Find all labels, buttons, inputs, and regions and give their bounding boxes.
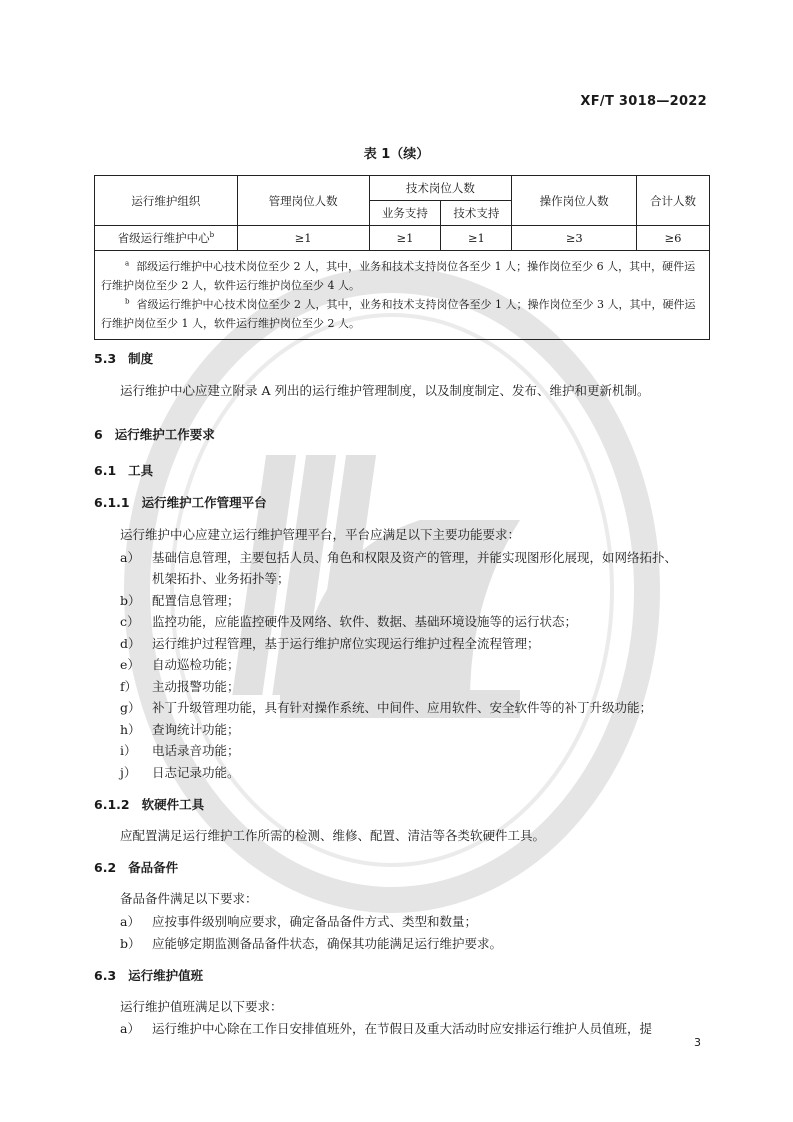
list-item: i） 电话录音功能； [120, 743, 240, 758]
table-note: $^b$ 省级运行维护中心技术岗位至少 2 人，其中，业务和技术支持岗位各至少 1 人；操作岗位至少 3 人，其中，硬件运行维护岗位至少 1 人，软件运行维护岗位至少 2 人。 [101, 297, 696, 330]
list-item: c） 监控功能，应能监控硬件及网络、软件、数据、基础环境设施等的运行状态； [120, 614, 578, 629]
page-number: 3 [694, 1036, 701, 1049]
section-heading: 5.3 制度 [94, 351, 154, 366]
list-item: d） 运行维护过程管理，基于运行维护席位实现运行维护过程全流程管理； [120, 636, 540, 651]
list-item: a） 应按事件级别响应要求，确定备品备件方式、类型和数量； [120, 914, 478, 929]
header-tech-support: 技术支持 [441, 201, 512, 226]
list-item: b） 配置信息管理； [120, 593, 240, 608]
section-heading: 6.1.2 软硬件工具 [94, 797, 205, 812]
paragraph: 备品备件满足以下要求： [120, 891, 258, 906]
list-item: h） 查询统计功能； [120, 722, 240, 737]
cell-org: 省级运行维护中心$^b$ [95, 226, 238, 251]
section-heading: 6.1 工具 [94, 463, 154, 478]
list-item: e） 自动巡检功能； [120, 657, 240, 672]
list-item: a） 基础信息管理，主要包括人员、角色和权限及资产的管理，并能实现图形化展现，如网络拓扑、 [120, 550, 678, 565]
cell-tech-support: ≥1 [441, 226, 512, 251]
cell-ops: ≥3 [512, 226, 637, 251]
list-item: a） 运行维护中心除在工作日安排值班外，在节假日及重大活动时应安排运行维护人员值班，提 [120, 1021, 653, 1036]
list-item: b） 应能够定期监测备品备件状态，确保其功能满足运行维护要求。 [120, 936, 503, 951]
table-note: $^a$ 部级运行维护中心技术岗位至少 2 人，其中，业务和技术支持岗位各至少 1 人；操作岗位至少 6 人，其中，硬件运行维护岗位至少 2 人，软件运行维护岗位至少 4 人。 [101, 259, 696, 292]
paragraph: 应配置满足运行维护工作所需的检测、维修、配置、清洁等各类软硬件工具。 [120, 828, 546, 843]
table-caption: 表 1（续） [363, 147, 430, 162]
header-total: 合计人数 [637, 176, 710, 226]
header-mgmt: 管理岗位人数 [237, 176, 369, 226]
cell-mgmt: ≥1 [237, 226, 369, 251]
cell-total: ≥6 [637, 226, 710, 251]
paragraph: 运行维护中心应建立附录 A 列出的运行维护管理制度，以及制度制定、发布、维护和更新机制。 [120, 383, 650, 398]
staffing-table [94, 175, 710, 340]
header-biz-support: 业务支持 [369, 201, 441, 226]
list-item: j） 日志记录功能。 [120, 765, 240, 780]
cell-biz-support: ≥1 [369, 226, 441, 251]
table-notes [95, 251, 710, 340]
header-ops: 操作岗位人数 [512, 176, 637, 226]
section-heading: 6.2 备品备件 [94, 860, 179, 875]
section-heading: 6.1.1 运行维护工作管理平台 [94, 495, 267, 510]
table-row [95, 226, 710, 251]
section-heading: 6.3 运行维护值班 [94, 968, 204, 983]
document-code: XF/T 3018—2022 [580, 94, 707, 109]
header-tech: 技术岗位人数 [369, 176, 512, 201]
list-item: g） 补丁升级管理功能，具有针对操作系统、中间件、应用软件、安全软件等的补丁升级功能； [120, 700, 653, 715]
paragraph: 运行维护值班满足以下要求： [120, 999, 283, 1014]
list-item: f） 主动报警功能； [120, 679, 240, 694]
header-org: 运行维护组织 [95, 176, 238, 226]
paragraph: 运行维护中心应建立运行维护管理平台，平台应满足以下主要功能要求： [120, 527, 521, 542]
list-item-continuation: 机架拓扑、业务拓扑等； [152, 571, 290, 586]
section-heading: 6 运行维护工作要求 [94, 427, 215, 442]
